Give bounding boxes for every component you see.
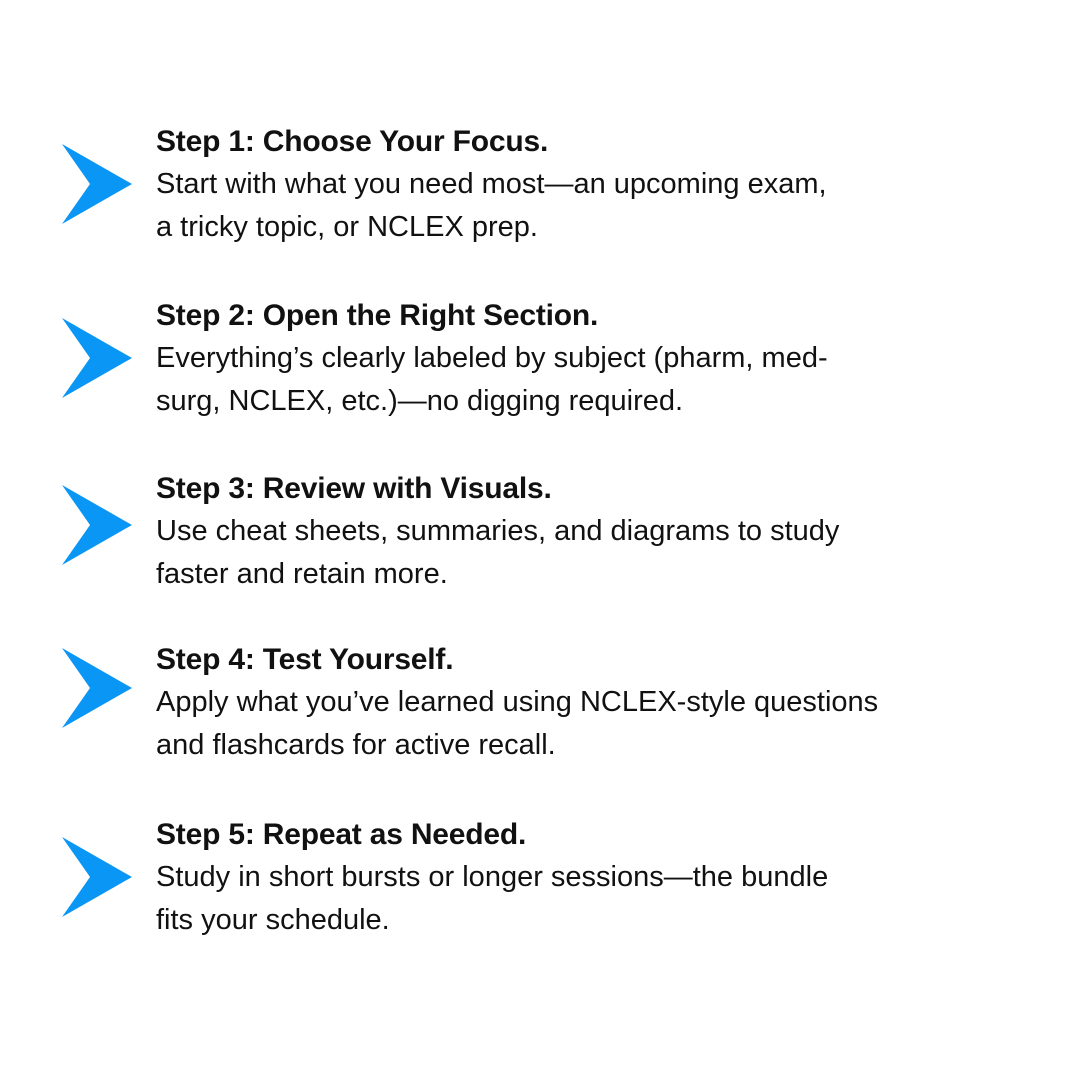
step-4-title: Step 4: Test Yourself. (156, 643, 454, 676)
chevron-right-arrow-icon (62, 837, 132, 917)
step-3-title: Step 3: Review with Visuals. (156, 472, 552, 505)
chevron-right-arrow-icon (62, 648, 132, 728)
step-2-text (156, 294, 1036, 423)
step-5-description-line-1: Study in short bursts or longer sessions—the bundle (156, 861, 829, 893)
step-1-text (156, 120, 1036, 249)
step-2-description-line-1: Everything’s clearly labeled by subject (pharm, med- (156, 342, 828, 374)
chevron-right-arrow-icon (62, 485, 132, 565)
chevron-right-arrow-icon (62, 144, 132, 224)
step-3-description-line-1: Use cheat sheets, summaries, and diagrams to study (156, 515, 840, 547)
step-5-description-line-2: fits your schedule. (156, 904, 390, 936)
step-5-title: Step 5: Repeat as Needed. (156, 818, 527, 851)
step-4-text (156, 638, 1036, 767)
chevron-right-arrow-icon (62, 318, 132, 398)
step-2-title: Step 2: Open the Right Section. (156, 299, 599, 332)
step-2-description-line-2: surg, NCLEX, etc.)—no digging required. (156, 385, 684, 417)
step-5-text (156, 813, 1036, 942)
step-3-description-line-2: faster and retain more. (156, 558, 448, 590)
step-1-description-line-1: Start with what you need most—an upcoming exam, (156, 168, 827, 200)
step-4-description-line-2: and flashcards for active recall. (156, 729, 556, 761)
step-3-text (156, 467, 1036, 596)
step-1-description-line-2: a tricky topic, or NCLEX prep. (156, 211, 538, 243)
step-1-title: Step 1: Choose Your Focus. (156, 125, 549, 158)
step-4-description-line-1: Apply what you’ve learned using NCLEX-style questions (156, 686, 879, 718)
